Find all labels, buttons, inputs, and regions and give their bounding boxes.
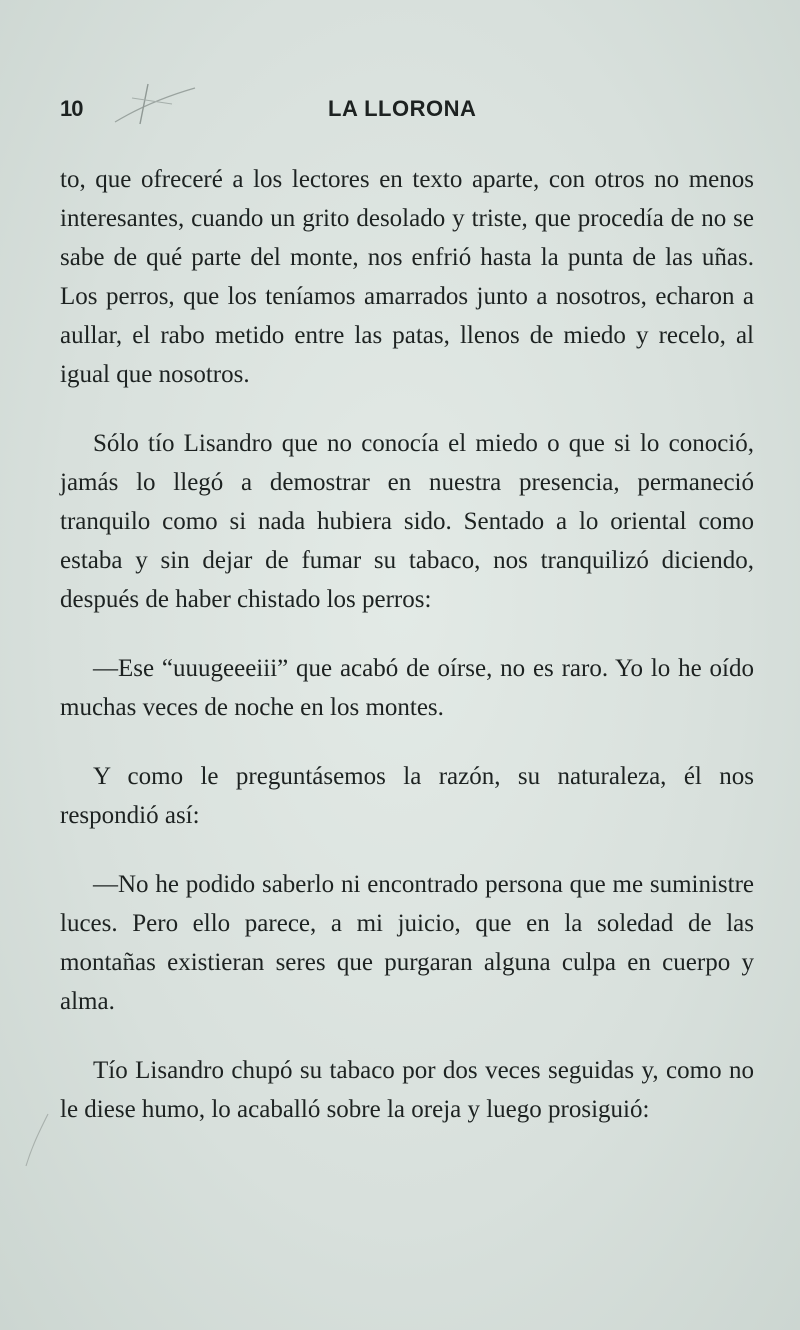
book-title: LA LLORONA bbox=[328, 96, 477, 121]
margin-mark-icon bbox=[18, 1110, 58, 1170]
dialogue-paragraph: —No he podido saberlo ni encontrado persona que me suministre luces. Pero ello parece, a mi juicio, que en la soledad de las montañas existieran seres que purgaran alguna culpa en cuerpo y alma. bbox=[60, 871, 754, 1015]
running-header bbox=[60, 96, 750, 128]
page-number: 10 bbox=[60, 96, 83, 121]
paragraph-continued: to, que ofreceré a los lectores en texto aparte, con otros no menos interesantes, cuando un grito desolado y triste, que procedía de no se sabe de qué parte del monte, nos enfrió hasta la punta de las uñas. Los perros, que los teníamos amarrados junto a nosotros, echaron a aullar, el rabo metido entre las patas, llenos de miedo y recelo, al igual que nosotros. bbox=[60, 166, 754, 388]
paragraph: Y como le preguntásemos la razón, su naturaleza, él nos respondió así: bbox=[60, 763, 754, 829]
paragraph: Sólo tío Lisandro que no conocía el miedo o que si lo conoció, jamás lo llegó a demostrar en nuestra presencia, permaneció tranquilo como si nada hubiera sido. Sentado a lo oriental como estaba y sin dejar de fumar su tabaco, nos tranquilizó diciendo, después de haber chistado los perros: bbox=[60, 430, 754, 613]
body-text bbox=[60, 160, 754, 1129]
dialogue-paragraph: —Ese “uuugeeeiii” que acabó de oírse, no es raro. Yo lo he oído muchas veces de noche en los montes. bbox=[60, 655, 754, 721]
paragraph: Tío Lisandro chupó su tabaco por dos veces seguidas y, como no le diese humo, lo acaballó sobre la oreja y luego prosiguió: bbox=[60, 1057, 754, 1123]
